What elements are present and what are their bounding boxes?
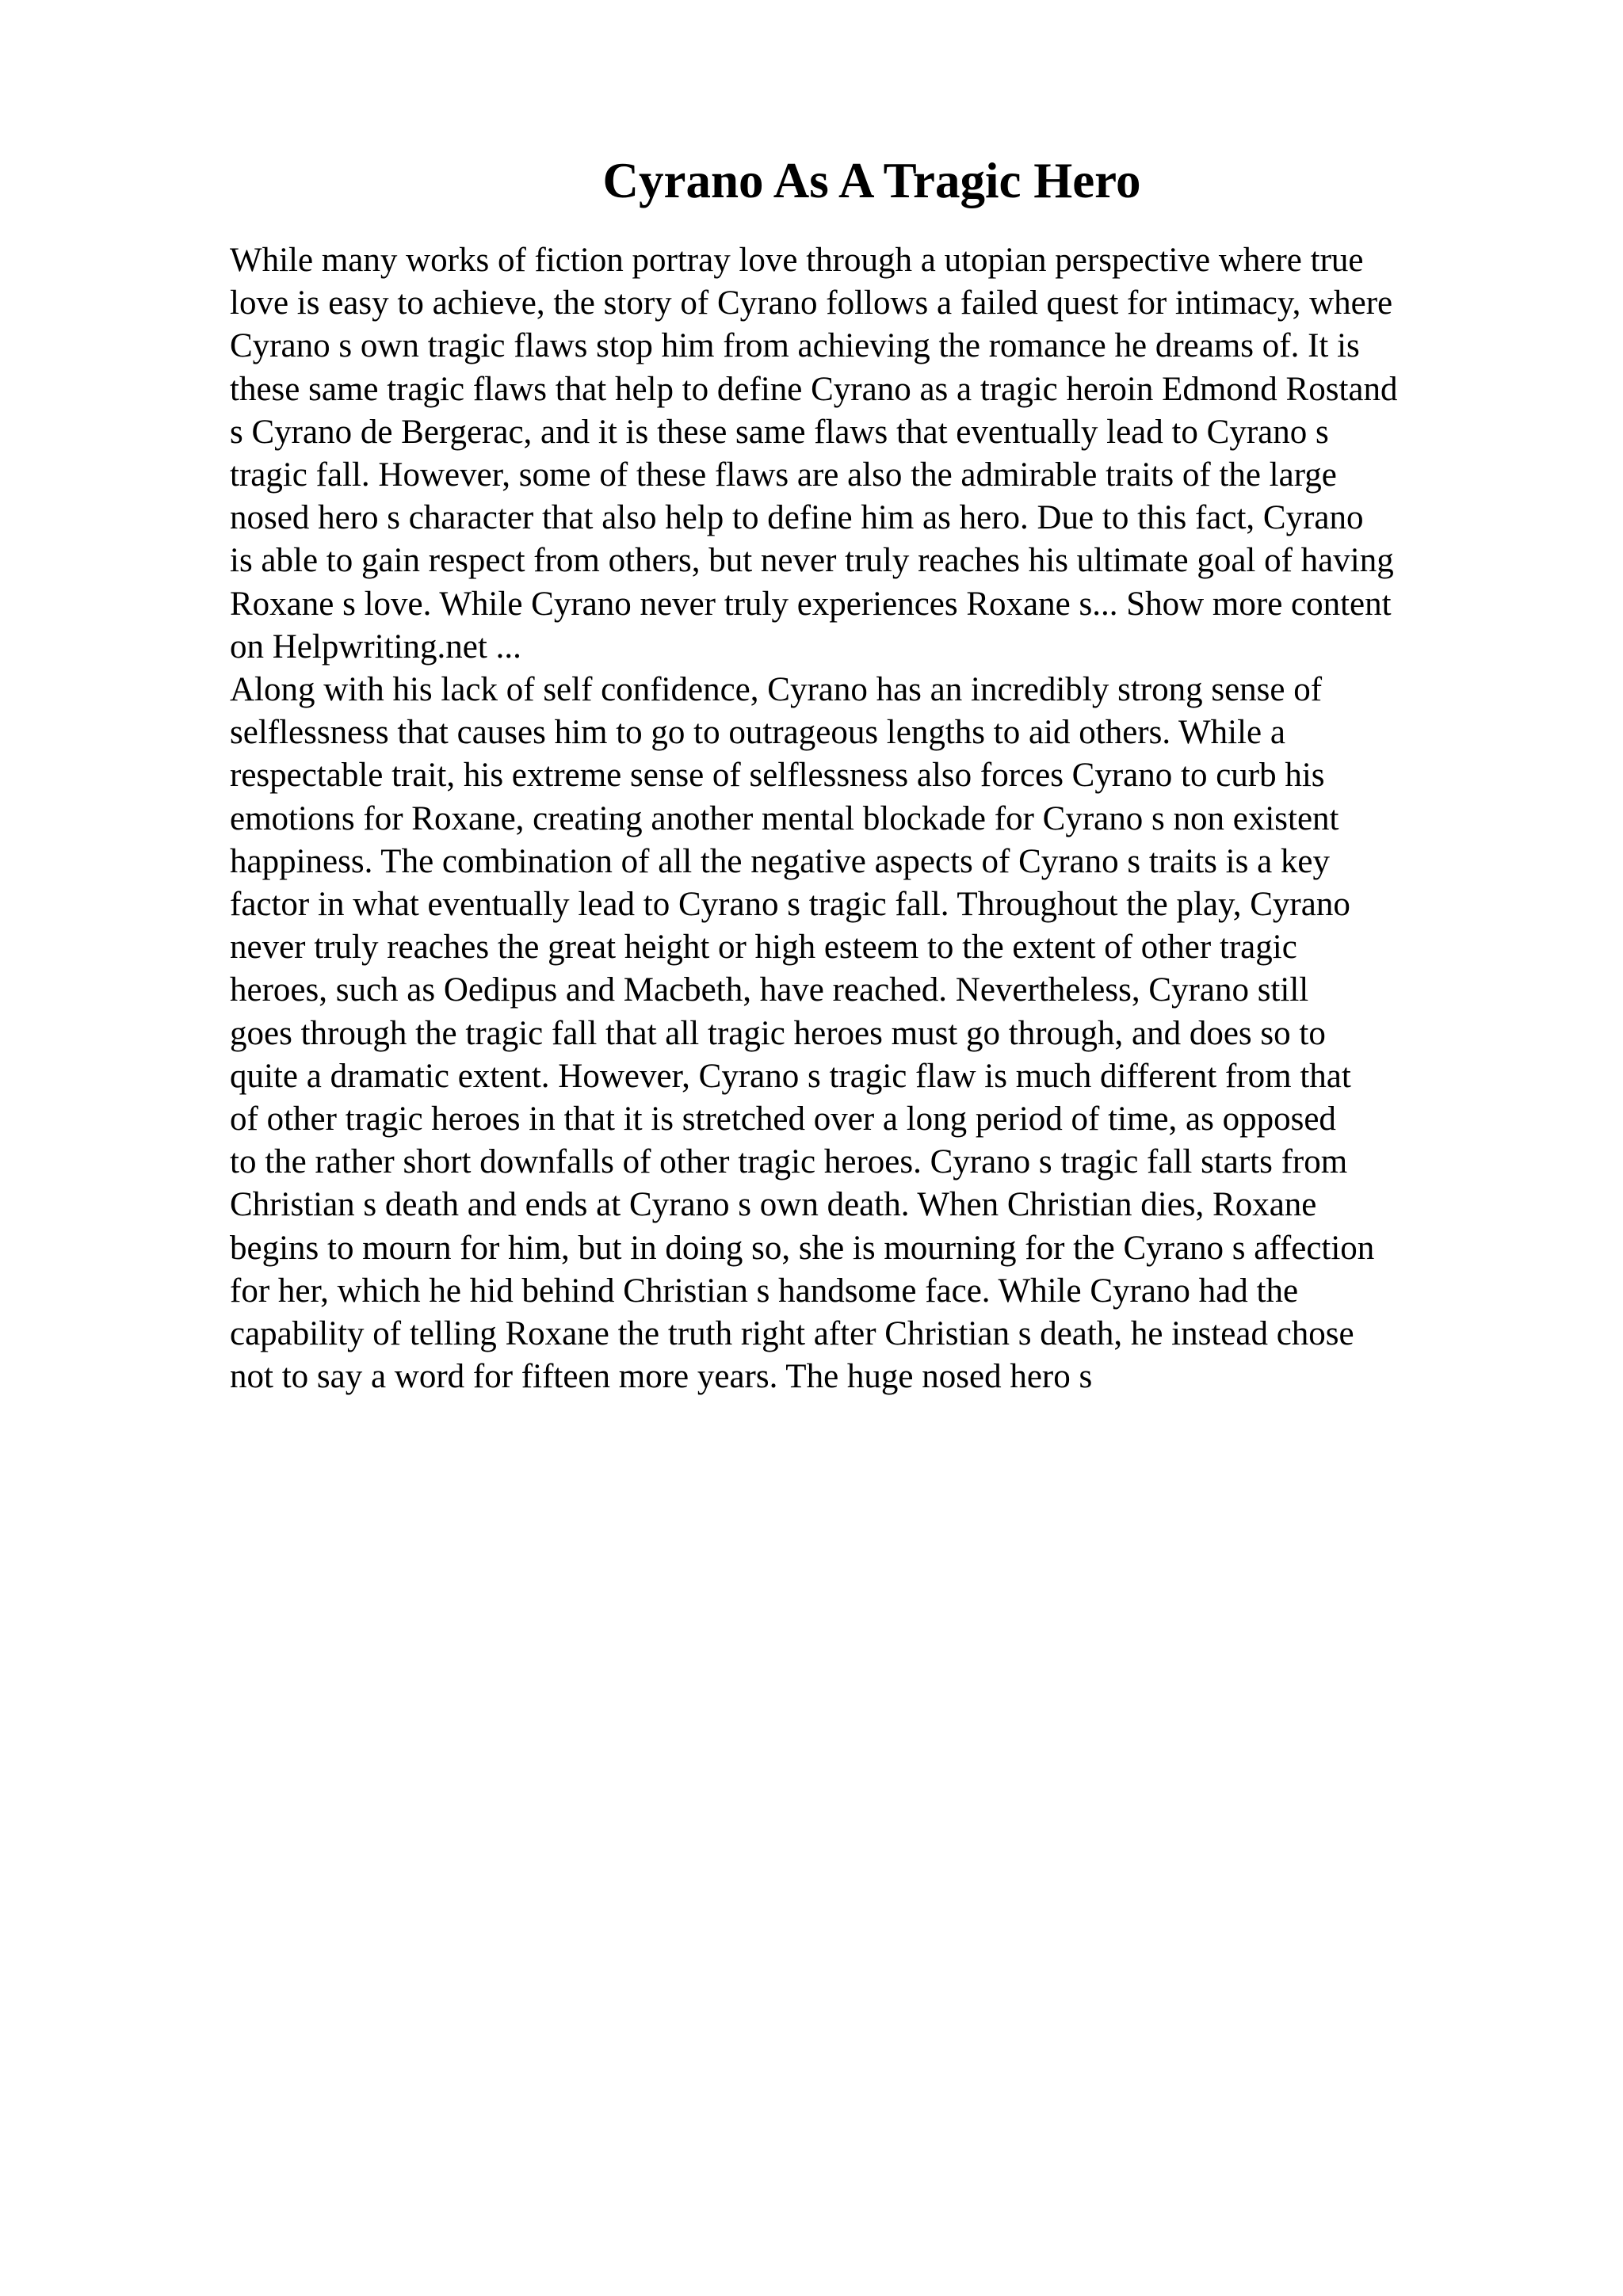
body-line: of other tragic heroes in that it is stretched over a long period of time, as opposed: [230, 1100, 1336, 1138]
body-line: heroes, such as Oedipus and Macbeth, have reached. Nevertheless, Cyrano still: [230, 971, 1309, 1009]
body-line: on Helpwriting.net ...: [230, 627, 521, 666]
body-line: to the rather short downfalls of other tragic heroes. Cyrano s tragic fall starts from: [230, 1143, 1348, 1181]
body-line: factor in what eventually lead to Cyrano s tragic fall. Throughout the play, Cyrano: [230, 886, 1350, 924]
body-line: quite a dramatic extent. However, Cyrano s tragic flaw is much different from that: [230, 1057, 1351, 1095]
body-line: Cyrano s own tragic flaws stop him from achieving the romance he dreams of. It is: [230, 327, 1360, 365]
body-line: capability of telling Roxane the truth right after Christian s death, he instead chose: [230, 1315, 1354, 1353]
body-line: goes through the tragic fall that all tragic heroes must go through, and does so to: [230, 1014, 1326, 1052]
body-line: for her, which he hid behind Christian s handsome face. While Cyrano had the: [230, 1272, 1299, 1310]
body-line: begins to mourn for him, but in doing so, she is mourning for the Cyrano s affection: [230, 1229, 1375, 1267]
body-line: respectable trait, his extreme sense of selflessness also forces Cyrano to curb his: [230, 757, 1325, 795]
body-line: tragic fall. However, some of these flaws are also the admirable traits of the large: [230, 456, 1337, 494]
body-line: s Cyrano de Bergerac, and it is these same flaws that eventually lead to Cyrano s: [230, 413, 1329, 451]
body-line: happiness. The combination of all the negative aspects of Cyrano s traits is a key: [230, 842, 1330, 880]
body-line: these same tragic flaws that help to define Cyrano as a tragic heroin Edmond Rostand: [230, 370, 1398, 408]
body-line: Christian s death and ends at Cyrano s own death. When Christian dies, Roxane: [230, 1186, 1317, 1224]
body-line: love is easy to achieve, the story of Cyrano follows a failed quest for intimacy, where: [230, 284, 1393, 322]
body-line: While many works of fiction portray love through a utopian perspective where true: [230, 242, 1364, 279]
body-line: Roxane s love. While Cyrano never truly experiences Roxane s... Show more content: [230, 585, 1392, 623]
body-line: emotions for Roxane, creating another mental blockade for Cyrano s non existent: [230, 799, 1339, 837]
body-line: is able to gain respect from others, but never truly reaches his ultimate goal of having: [230, 542, 1394, 580]
body-line: nosed hero s character that also help to define him as hero. Due to this fact, Cyrano: [230, 499, 1364, 537]
body-line: selflessness that causes him to go to outrageous lengths to aid others. While a: [230, 714, 1285, 752]
document-body: [230, 239, 1514, 1398]
body-line: Along with his lack of self confidence, Cyrano has an incredibly strong sense of: [230, 671, 1323, 709]
body-line: never truly reaches the great height or high esteem to the extent of other tragic: [230, 929, 1297, 967]
body-line: not to say a word for fifteen more years. The huge nosed hero s: [230, 1358, 1093, 1396]
document-title: Cyrano As A Tragic Hero: [602, 153, 1141, 208]
